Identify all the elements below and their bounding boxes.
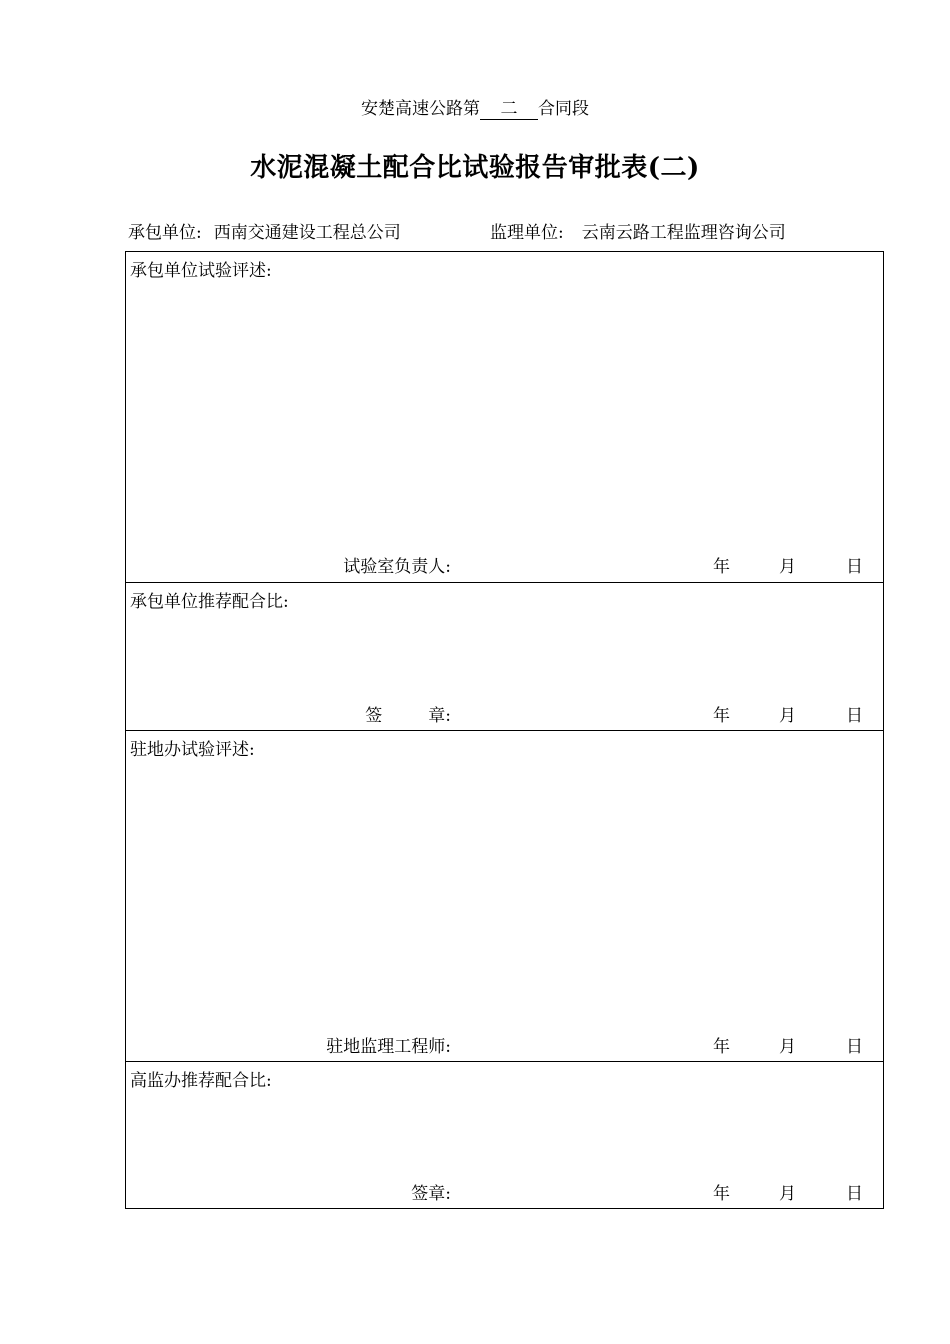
signer-label-b: 章: <box>428 706 451 726</box>
supervisor-info <box>490 221 786 245</box>
approval-form <box>125 251 884 1209</box>
supervisor-value: 云南云路工程监理咨询公司 <box>581 223 786 243</box>
date-day: 日 <box>846 706 863 726</box>
signer-label <box>365 705 451 727</box>
signer-label-a: 签 <box>365 706 383 726</box>
supervisor-label: 监理单位: <box>490 223 564 243</box>
section-label: 承包单位试验评述: <box>130 261 272 281</box>
date-month: 月 <box>779 557 796 577</box>
contract-section-number: 二 <box>480 99 538 120</box>
parties-row <box>128 221 884 245</box>
section-label: 承包单位推荐配合比: <box>130 592 289 612</box>
date-day: 日 <box>846 1184 863 1204</box>
signer-label: 试验室负责人: <box>343 557 451 577</box>
document-title: 水泥混凝土配合比试验报告审批表(二) <box>250 153 700 183</box>
date-day: 日 <box>846 557 863 577</box>
date-year: 年 <box>713 1037 730 1057</box>
date-month: 月 <box>779 1037 796 1057</box>
section-label: 驻地办试验评述: <box>130 740 255 760</box>
contractor-value: 西南交通建设工程总公司 <box>213 223 401 243</box>
signer-label: 驻地监理工程师: <box>326 1037 451 1057</box>
section-label: 高监办推荐配合比: <box>130 1071 272 1091</box>
contractor-label: 承包单位: <box>128 223 202 243</box>
date-month: 月 <box>779 706 796 726</box>
date-month: 月 <box>779 1184 796 1204</box>
contract-section-line <box>0 98 950 120</box>
date-year: 年 <box>713 706 730 726</box>
contractor-recommended-mix-section <box>126 582 883 731</box>
date-year: 年 <box>713 1184 730 1204</box>
date-day: 日 <box>846 1037 863 1057</box>
subtitle-suffix: 合同段 <box>538 99 589 119</box>
date-year: 年 <box>713 557 730 577</box>
subtitle-prefix: 安楚高速公路第 <box>361 99 480 119</box>
signer-label: 签章: <box>411 1184 451 1204</box>
contractor-info <box>128 221 401 245</box>
senior-office-recommended-mix-section <box>126 1061 883 1209</box>
contractor-test-review-section <box>126 252 883 582</box>
resident-office-review-section <box>126 730 883 1062</box>
